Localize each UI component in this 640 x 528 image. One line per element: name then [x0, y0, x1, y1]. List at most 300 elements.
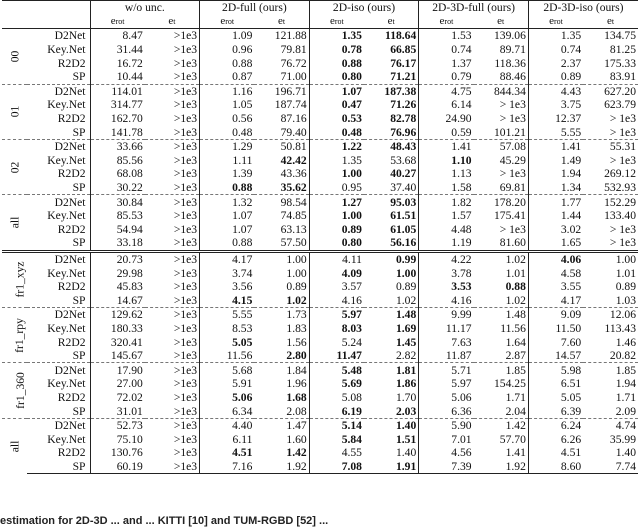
value-cell: 4.11 [309, 251, 364, 266]
value-cell: 4.15 [200, 293, 255, 307]
value-cell: 6.26 [528, 432, 583, 446]
value-cell: > 1e3 [609, 153, 636, 167]
value-cell: 180.33 [90, 322, 145, 336]
value-cell: 4.75 [419, 84, 474, 98]
value-cell: 85.53 [90, 209, 145, 223]
value-cell: 4.51 [200, 446, 255, 460]
value-cell: 1.34 [528, 181, 583, 195]
value-cell: 8.47 [90, 29, 145, 43]
value-cell: 27.00 [90, 377, 145, 391]
value-cell: >1e3 [145, 139, 200, 153]
subheader-script: t [173, 16, 176, 26]
table-row [2, 446, 638, 460]
value-cell: 6.34 [200, 404, 255, 418]
value-cell: 1.45 [395, 335, 417, 349]
value-cell: 30.84 [90, 195, 145, 209]
table-row [2, 167, 638, 181]
value-cell: 1.11 [200, 154, 255, 168]
value-cell: 118.36 [494, 56, 526, 70]
value-cell: 71.21 [390, 70, 417, 84]
subheader-script: rot [334, 16, 344, 26]
value-cell: 2.80 [286, 349, 307, 363]
value-cell: 1.07 [309, 84, 364, 98]
value-cell: 1.00 [286, 266, 307, 280]
subheader-main: e [497, 14, 503, 27]
section-label [2, 308, 27, 363]
subheader-e-rot [528, 15, 583, 29]
table-row [2, 460, 638, 474]
value-cell: 1.85 [474, 363, 529, 377]
value-cell: 5.05 [528, 391, 583, 405]
value-cell: > 1e3 [609, 236, 636, 250]
value-cell: 12.37 [528, 112, 583, 126]
value-cell: 1.83 [286, 321, 307, 335]
value-cell: 1.71 [615, 390, 636, 404]
header-wo-unc: w/o unc. [90, 1, 200, 15]
value-cell: 1.29 [200, 139, 255, 153]
value-cell: 1.09 [200, 29, 255, 43]
header-2d-3d-iso: 2D-3D-iso (ours) [528, 1, 638, 15]
value-cell: 1.44 [528, 209, 583, 223]
value-cell: 24.90 [419, 112, 474, 126]
value-cell: 4.43 [528, 84, 583, 98]
value-cell: 83.91 [609, 70, 636, 84]
value-cell: 4.40 [200, 418, 255, 432]
table-row [2, 209, 638, 223]
subheader-script: t [392, 16, 395, 26]
value-cell: 14.57 [528, 349, 583, 363]
value-cell: 17.90 [90, 363, 145, 377]
value-cell: 0.89 [395, 280, 417, 294]
value-cell: > 1e3 [609, 112, 636, 126]
value-cell: 187.74 [274, 98, 307, 112]
subheader-main: e [439, 14, 445, 27]
value-cell: >1e3 [173, 29, 198, 43]
value-cell: 31.44 [90, 43, 145, 57]
value-cell: > 1e3 [609, 125, 636, 139]
method-name: R2D2 [57, 280, 86, 294]
value-cell: 3.56 [200, 280, 255, 294]
header-2d-iso: 2D-iso (ours) [309, 1, 419, 15]
value-cell: 11.56 [500, 321, 526, 335]
section-label [2, 251, 27, 307]
value-cell: 50.81 [254, 139, 309, 153]
value-cell: 35.99 [609, 432, 636, 446]
value-cell: 68.08 [90, 167, 145, 181]
table-row [2, 432, 638, 446]
value-cell: 5.91 [200, 377, 255, 391]
value-cell: 0.48 [309, 125, 364, 139]
value-cell: 53.68 [390, 153, 417, 167]
value-cell: 1.19 [419, 236, 474, 251]
section-label-text: 01 [8, 105, 21, 118]
value-cell: 8.53 [200, 322, 255, 336]
value-cell: 139.06 [493, 29, 526, 43]
value-cell: 82.78 [390, 112, 417, 126]
value-cell: 5.84 [309, 432, 364, 446]
value-cell: 1.40 [615, 446, 636, 460]
value-cell: 88.46 [499, 70, 526, 84]
value-cell: 54.94 [90, 223, 145, 237]
value-cell: 1.27 [309, 195, 364, 209]
value-cell: 1.07 [200, 209, 255, 223]
method-name: R2D2 [57, 112, 86, 126]
value-cell: 0.88 [200, 181, 255, 195]
value-cell: 320.41 [90, 335, 145, 349]
value-cell: 1.42 [474, 418, 529, 432]
value-cell: 133.40 [604, 209, 636, 223]
value-cell: >1e3 [173, 432, 198, 446]
method-name: Key.Net [47, 377, 86, 391]
method-name: SP [72, 181, 86, 195]
value-cell: > 1e3 [499, 112, 526, 126]
subheader-main: e [110, 14, 116, 27]
table-row [2, 308, 638, 322]
value-cell: 61.05 [390, 222, 417, 236]
value-cell: >1e3 [173, 280, 198, 294]
value-cell: 4.06 [528, 251, 583, 266]
subheader-e-rot [309, 15, 364, 29]
method-name: SP [72, 70, 86, 84]
value-cell: 5.06 [419, 391, 474, 405]
table-row [2, 181, 638, 195]
subheader-main: e [220, 14, 226, 27]
value-cell: 57.50 [280, 236, 307, 250]
value-cell: >1e3 [145, 84, 200, 98]
table-row [2, 322, 638, 336]
method-name: Key.Net [47, 432, 86, 446]
subheader-e-t [254, 15, 309, 29]
value-cell: 1.70 [395, 390, 417, 404]
table-row [2, 70, 638, 84]
value-cell: 4.16 [309, 293, 364, 307]
value-cell: >1e3 [173, 209, 198, 223]
value-cell: 1.96 [286, 377, 307, 391]
results-table [2, 0, 638, 474]
value-cell: 1.68 [286, 390, 307, 404]
value-cell: 5.08 [309, 391, 364, 405]
value-cell: 0.48 [200, 125, 255, 139]
value-cell: >1e3 [173, 167, 198, 181]
value-cell: 63.13 [280, 222, 307, 236]
value-cell: > 1e3 [499, 98, 526, 112]
value-cell: 71.00 [280, 70, 307, 84]
value-cell: 0.56 [200, 112, 255, 126]
table-row [2, 280, 638, 294]
value-cell: 0.80 [309, 70, 364, 84]
value-cell: 1.41 [419, 139, 474, 153]
value-cell: 3.78 [419, 266, 474, 280]
value-cell: 3.02 [528, 223, 583, 237]
value-cell: 61.51 [390, 209, 417, 223]
value-cell: 3.55 [528, 280, 583, 294]
value-cell: 1.64 [505, 335, 526, 349]
value-cell: 1.48 [364, 308, 419, 322]
value-cell: 1.39 [200, 167, 255, 181]
method-name: Key.Net [47, 43, 86, 57]
method-name: SP [72, 349, 86, 363]
value-cell: 269.12 [604, 167, 636, 181]
value-cell: 114.01 [90, 84, 145, 98]
value-cell: 76.72 [280, 56, 307, 70]
value-cell: 35.62 [280, 181, 307, 195]
value-cell: 11.47 [309, 349, 364, 363]
subheader-main: e [168, 14, 174, 27]
value-cell: 0.47 [309, 98, 364, 112]
value-cell: 1.86 [395, 377, 417, 391]
value-cell: 56.16 [390, 236, 417, 250]
value-cell: 14.67 [90, 293, 145, 307]
table-row [2, 404, 638, 418]
subheader-e-t [474, 15, 529, 29]
value-cell: 0.95 [309, 181, 364, 195]
value-cell: 16.72 [90, 56, 145, 70]
value-cell: 1.01 [615, 266, 636, 280]
value-cell: 72.02 [90, 391, 145, 405]
value-cell: 1.02 [474, 251, 529, 266]
value-cell: 11.87 [419, 349, 474, 363]
value-cell: 1.16 [200, 84, 255, 98]
subheader-e-rot [200, 15, 255, 29]
value-cell: >1e3 [145, 363, 200, 377]
value-cell: 55.31 [583, 139, 638, 153]
value-cell: >1e3 [145, 308, 200, 322]
subheader-script: t [282, 16, 286, 26]
value-cell: 1.03 [615, 293, 636, 307]
method-name: R2D2 [57, 446, 86, 460]
value-cell: 8.60 [528, 460, 583, 474]
value-cell: 4.58 [528, 266, 583, 280]
method-name: SP [72, 404, 86, 418]
value-cell: 3.74 [200, 266, 255, 280]
value-cell: 4.17 [528, 293, 583, 307]
method-name: R2D2 [57, 390, 86, 404]
value-cell: 623.79 [604, 98, 636, 112]
method-name: Key.Net [47, 98, 86, 112]
value-cell: 4.16 [419, 293, 474, 307]
section-label [2, 84, 27, 139]
value-cell: 1.60 [286, 432, 307, 446]
table-row [2, 43, 638, 57]
table-row [2, 418, 638, 432]
value-cell: 0.78 [309, 43, 364, 57]
table-row [2, 112, 638, 126]
value-cell: >1e3 [173, 321, 198, 335]
table-row [2, 251, 638, 266]
value-cell: 1.49 [528, 154, 583, 168]
value-cell: >1e3 [173, 404, 198, 418]
value-cell: 0.89 [286, 280, 307, 294]
value-cell: 0.89 [528, 70, 583, 84]
value-cell: 6.14 [419, 98, 474, 112]
subheader-main: e [277, 14, 283, 27]
value-cell: 0.80 [309, 236, 364, 251]
value-cell: 0.59 [419, 125, 474, 139]
value-cell: >1e3 [145, 460, 200, 474]
value-cell: 5.24 [309, 335, 364, 349]
value-cell: 0.89 [309, 223, 364, 237]
value-cell: 4.56 [419, 446, 474, 460]
value-cell: 8.03 [309, 322, 364, 336]
value-cell: 314.77 [90, 98, 145, 112]
value-cell: 4.74 [583, 418, 638, 432]
subheader-script: t [502, 16, 505, 26]
value-cell: 4.48 [419, 223, 474, 237]
section-label [2, 29, 27, 84]
value-cell: 1.92 [254, 460, 309, 474]
value-cell: 0.74 [528, 43, 583, 57]
value-cell: 6.51 [528, 377, 583, 391]
value-cell: 76.17 [390, 56, 417, 70]
value-cell: 5.98 [528, 363, 583, 377]
value-cell: 11.17 [419, 322, 474, 336]
value-cell: 0.89 [615, 280, 636, 294]
value-cell: 1.92 [474, 460, 529, 474]
value-cell: 0.88 [505, 280, 526, 294]
value-cell: 0.99 [364, 251, 419, 266]
value-cell: >1e3 [173, 222, 198, 236]
value-cell: 1.00 [309, 209, 364, 223]
value-cell: 4.17 [200, 251, 255, 266]
value-cell: >1e3 [173, 349, 198, 363]
method-name: R2D2 [57, 56, 86, 70]
value-cell: 60.19 [90, 460, 145, 474]
method-name: Key.Net [47, 153, 86, 167]
method-name: Key.Net [47, 321, 86, 335]
value-cell: 627.20 [583, 84, 638, 98]
value-cell: 113.43 [604, 321, 636, 335]
value-cell: 141.78 [90, 125, 145, 139]
value-cell: 1.46 [615, 335, 636, 349]
table-row [2, 125, 638, 139]
value-cell: 1.94 [615, 377, 636, 391]
subheader-e-rot [90, 15, 145, 29]
value-cell: 0.87 [200, 70, 255, 84]
value-cell: 152.29 [583, 195, 638, 209]
method-name: D2Net [27, 308, 90, 322]
value-cell: 7.01 [419, 432, 474, 446]
value-cell: 2.82 [395, 349, 417, 363]
value-cell: >1e3 [173, 153, 198, 167]
value-cell: 1.94 [528, 167, 583, 181]
value-cell: >1e3 [145, 251, 200, 266]
value-cell: 11.56 [200, 349, 255, 363]
value-cell: 5.69 [309, 377, 364, 391]
value-cell: 844.34 [474, 84, 529, 98]
value-cell: 7.60 [528, 335, 583, 349]
value-cell: 5.55 [528, 125, 583, 139]
value-cell: 33.18 [90, 236, 145, 251]
subheader-script: t [611, 16, 615, 26]
table-row [2, 293, 638, 307]
method-name: SP [27, 460, 90, 474]
value-cell: 1.77 [528, 195, 583, 209]
value-cell: 5.97 [309, 308, 364, 322]
value-cell: 1.65 [528, 236, 583, 251]
value-cell: 7.08 [309, 460, 364, 474]
value-cell: 6.11 [200, 432, 255, 446]
value-cell: 1.41 [505, 446, 526, 460]
value-cell: 71.26 [390, 98, 417, 112]
value-cell: 1.00 [395, 266, 417, 280]
value-cell: >1e3 [173, 125, 198, 139]
value-cell: 5.68 [200, 363, 255, 377]
value-cell: 1.40 [395, 446, 417, 460]
table-row [2, 223, 638, 237]
table-row [2, 195, 638, 209]
value-cell: 145.67 [90, 349, 145, 363]
value-cell: 79.81 [280, 43, 307, 57]
subheader-main: e [607, 14, 612, 27]
value-cell: 20.73 [90, 251, 145, 266]
value-cell: 29.98 [90, 266, 145, 280]
value-cell: 48.43 [364, 139, 419, 153]
value-cell: 1.40 [364, 418, 419, 432]
value-cell: 7.63 [419, 335, 474, 349]
table-row [2, 56, 638, 70]
section-label [2, 139, 27, 194]
value-cell: 1.00 [309, 167, 364, 181]
method-name: SP [72, 236, 86, 250]
subheader-script: rot [115, 16, 125, 26]
value-cell: 2.37 [528, 56, 583, 70]
value-cell: >1e3 [173, 56, 198, 70]
value-cell: 175.33 [604, 56, 636, 70]
value-cell: 1.42 [286, 446, 307, 460]
value-cell: 1.13 [419, 167, 474, 181]
value-cell: >1e3 [173, 335, 198, 349]
table-row [2, 335, 638, 349]
value-cell: 162.70 [90, 112, 145, 126]
value-cell: 7.74 [583, 460, 638, 474]
value-cell: 33.66 [90, 139, 145, 153]
method-name: R2D2 [57, 222, 86, 236]
value-cell: 1.07 [200, 223, 255, 237]
table-row [2, 154, 638, 168]
value-cell: 1.41 [528, 139, 583, 153]
subheader-e-t [364, 15, 419, 29]
value-cell: 4.22 [419, 251, 474, 266]
section-label-text: fr1_rpy [12, 317, 26, 353]
caption-fragment: estimation for 2D-3D ... and ... KITTI [10] and TUM-RGBD [52] ... [0, 515, 329, 527]
method-name: Key.Net [47, 209, 86, 223]
value-cell: 0.74 [419, 43, 474, 57]
value-cell: 11.50 [528, 322, 583, 336]
value-cell: 3.75 [528, 98, 583, 112]
value-cell: 45.83 [90, 280, 145, 294]
value-cell: 3.53 [419, 280, 474, 294]
value-cell: 43.36 [280, 167, 307, 181]
value-cell: 1.05 [200, 98, 255, 112]
value-cell: 81.25 [609, 43, 636, 57]
value-cell: 1.01 [505, 266, 526, 280]
value-cell: 129.62 [90, 308, 145, 322]
value-cell: 1.58 [419, 181, 474, 195]
subheader-main: e [329, 14, 335, 27]
value-cell: 121.88 [274, 29, 307, 43]
subheader-e-t [145, 15, 200, 29]
value-cell: 69.81 [499, 181, 526, 195]
value-cell: 87.16 [280, 112, 307, 126]
subheader-script: rot [554, 16, 563, 26]
table-row [2, 349, 638, 363]
table-row [2, 139, 638, 153]
value-cell: 4.09 [309, 266, 364, 280]
value-cell: > 1e3 [609, 222, 636, 236]
value-cell: 4.51 [528, 446, 583, 460]
method-name: D2Net [54, 29, 86, 43]
value-cell: 1.35 [309, 154, 364, 168]
